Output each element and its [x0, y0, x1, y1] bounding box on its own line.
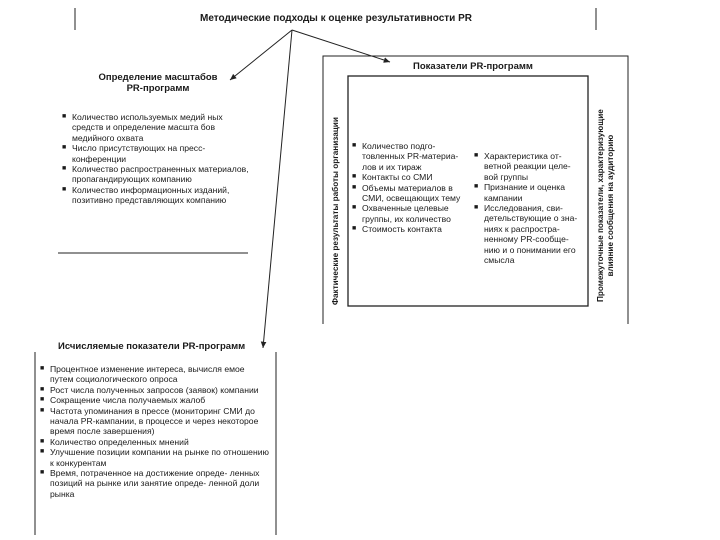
arrow-to-indicators	[292, 30, 390, 62]
list-item: ■ Время, потраченное на достижение опреде- ленных позиций на рынке или занятие опреде- ленной доли рынка	[40, 468, 270, 499]
scale-heading	[88, 72, 228, 94]
list-item: ■ Число присутствующих на пресс- конференции	[62, 143, 250, 164]
list-item: ■ Количество распространенных материалов, пропагандирующих компанию	[62, 164, 250, 185]
scale-list	[62, 112, 250, 206]
list-item: ■ Количество используемых медий ных средств и определение масшта бов медийного охвата	[62, 112, 250, 143]
calculated-list	[40, 364, 270, 499]
list-item: ■ Контакты со СМИ	[352, 172, 464, 182]
indicators-right-vertical-label	[596, 109, 616, 302]
list-item: ■ Процентное изменение интереса, вычисля емое путем социологического опроса	[40, 364, 270, 385]
list-item: ■ Характеристика от- ветной реакции целе- вой группы	[474, 151, 584, 182]
list-item: ■ Признание и оценка кампании	[474, 182, 584, 203]
list-item: ■ Объемы материалов в СМИ, освещающих тему	[352, 183, 464, 204]
list-item: ■ Улучшение позиции компании на рынке по отношению к конкурентам	[40, 447, 270, 468]
indicators-heading: Показатели PR-программ	[413, 61, 533, 72]
arrow-to-scale	[230, 30, 292, 80]
list-item: ■ Количество информационных изданий, позитивно представляющих компанию	[62, 185, 250, 206]
indicators-col1-list	[352, 141, 464, 235]
indicators-left-vertical-label: Фактические результаты работы организации	[331, 117, 340, 305]
list-item: ■ Частота упоминания в прессе (мониторинг СМИ до начала PR-кампании, в процессе и через некоторое время после завершения)	[40, 406, 270, 437]
list-item: ■ Исследования, сви- детельствующие о зна- ниях к распростра- ненному PR-сообще- нию и о понимании его смысла	[474, 203, 584, 265]
right-vertical-line1: Промежуточные показатели, характеризующие	[596, 109, 605, 302]
scale-heading-line2: PR-программ	[126, 83, 190, 94]
right-vertical-line2: влияние сообщения на аудиторию	[606, 134, 615, 277]
list-item: ■ Количество определенных мнений	[40, 437, 270, 447]
list-item: ■ Сокращение числа получаемых жалоб	[40, 395, 270, 405]
list-item: ■ Охваченные целевые группы, их количество	[352, 203, 464, 224]
calculated-heading: Исчисляемые показатели PR-программ	[58, 341, 246, 352]
list-item: ■ Рост числа полученных запросов (заявок) компании	[40, 385, 270, 395]
list-item: ■ Стоимость контакта	[352, 224, 464, 234]
main-title: Методические подходы к оценке результативности PR	[200, 13, 472, 24]
arrow-to-calculated	[263, 30, 292, 348]
list-item: ■ Количество подго- товленных PR-материа- лов и их тираж	[352, 141, 464, 172]
indicators-col2-list	[474, 151, 584, 265]
scale-heading-line1: Определение масштабов	[98, 72, 218, 83]
